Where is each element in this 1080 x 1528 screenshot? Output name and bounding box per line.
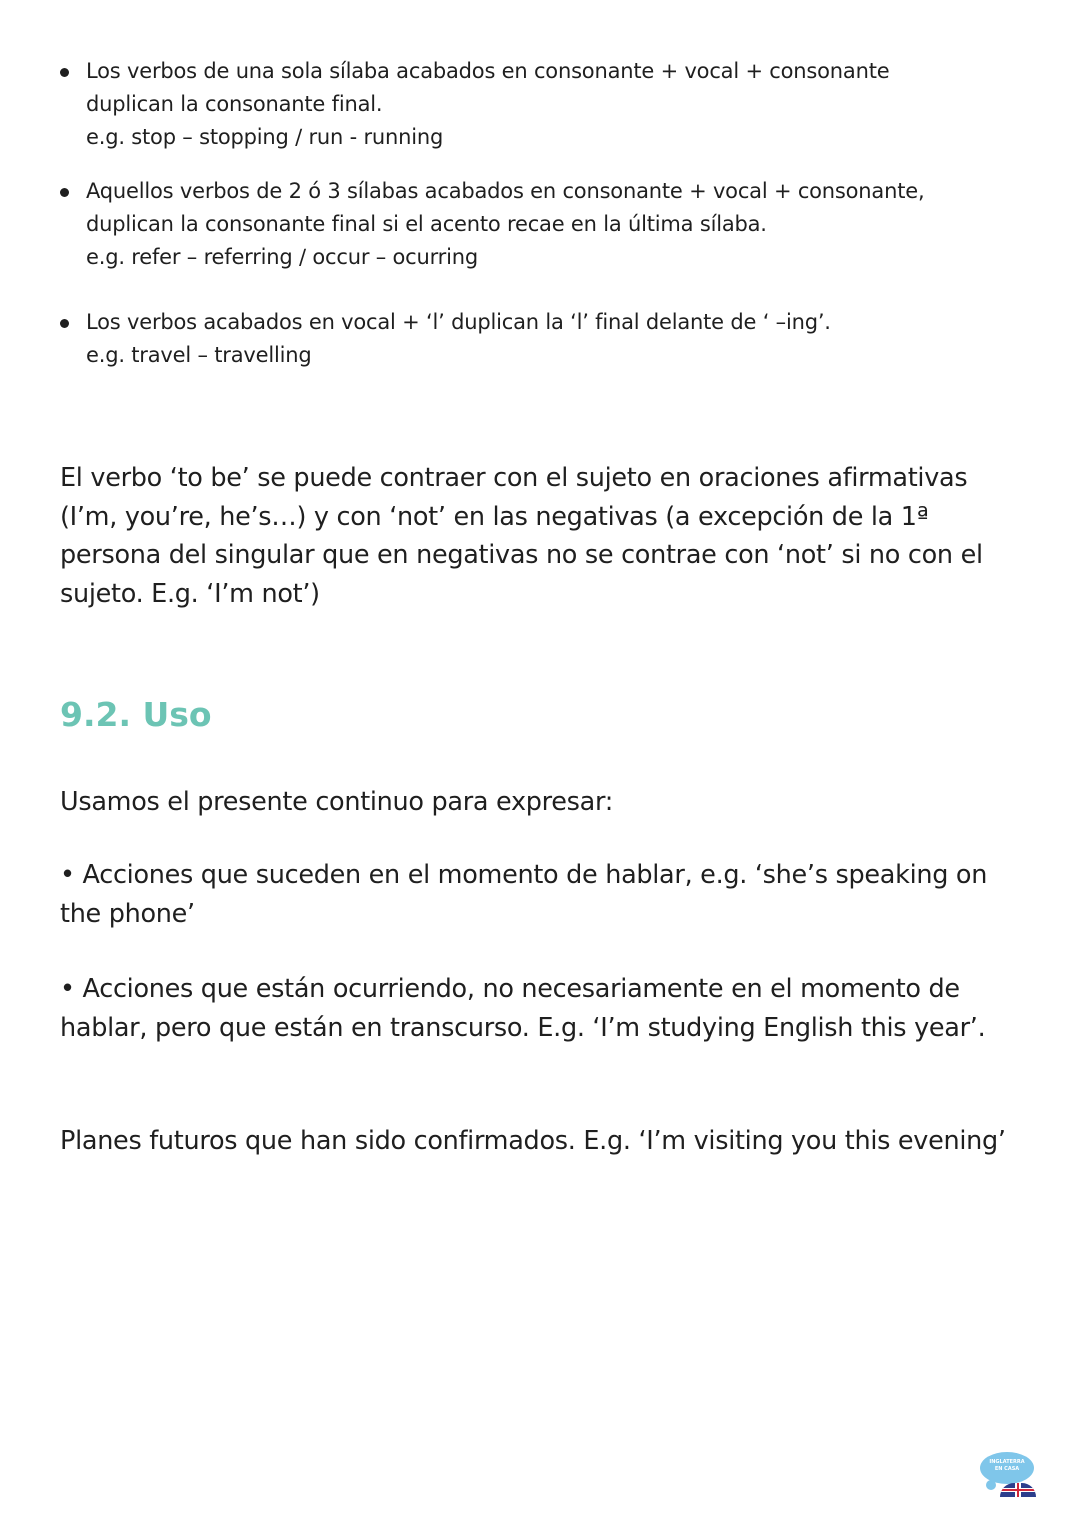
text-line: (I’m, you’re, he’s…) y con ‘not’ en las negativas (a excepción de la 1ª <box>60 501 929 532</box>
rule-line: Los verbos de una sola sílaba acabados en consonante + vocal + consonante <box>86 59 890 83</box>
text-line: persona del singular que en negativas no se contrae con ‘not’ si no con el <box>60 540 983 570</box>
bullet-icon <box>60 188 69 197</box>
contraction-note <box>60 459 983 613</box>
section-heading: 9.2. Uso <box>60 695 212 734</box>
rule-line: Aquellos verbos de 2 ó 3 sílabas acabados en consonante + vocal + consonante, <box>86 179 925 203</box>
section-intro: Usamos el presente continuo para expresar: <box>60 787 614 817</box>
bullet-icon <box>60 68 69 77</box>
use-item-current-actions <box>60 856 987 933</box>
rule-example: e.g. travel – travelling <box>86 343 312 367</box>
logo-line: EN CASA <box>994 1466 1020 1472</box>
logo-line: INGLATERRA <box>989 1459 1025 1465</box>
text-line: El verbo ‘to be’ se puede contraer con el sujeto en oraciones afirmativas <box>60 463 968 493</box>
logo-text <box>980 1459 1034 1473</box>
rule-example: e.g. stop – stopping ∕ run - running <box>86 125 444 149</box>
future-plans-note: Planes futuros que han sido confirmados. E.g. ‘I’m visiting you this evening’ <box>60 1126 1006 1156</box>
inglaterra-en-casa-logo <box>978 1452 1040 1500</box>
text-line: • Acciones que suceden en el momento de hablar, e.g. ‘she’s speaking on <box>60 860 988 890</box>
text-line: sujeto. E.g. ‘I’m not’) <box>60 578 320 609</box>
rule-example: e.g. refer – referring ∕ occur – ocurring <box>86 245 478 269</box>
union-jack-flag-icon <box>1000 1483 1036 1497</box>
text-line: the phone’ <box>60 898 195 929</box>
bullet-icon <box>60 319 69 328</box>
rule-line: duplican la consonante final si el acento recae en la última sílaba. <box>86 212 767 236</box>
text-line: hablar, pero que están en transcurso. E.g. ‘I’m studying English this year’. <box>60 1012 986 1043</box>
rule-line: Los verbos acabados en vocal + ‘l’ duplican la ‘l’ final delante de ‘ –ing’. <box>86 310 831 334</box>
use-item-ongoing-actions <box>60 970 985 1047</box>
text-line: • Acciones que están ocurriendo, no necesariamente en el momento de <box>60 974 960 1004</box>
rule-line: duplican la consonante final. <box>86 92 383 116</box>
